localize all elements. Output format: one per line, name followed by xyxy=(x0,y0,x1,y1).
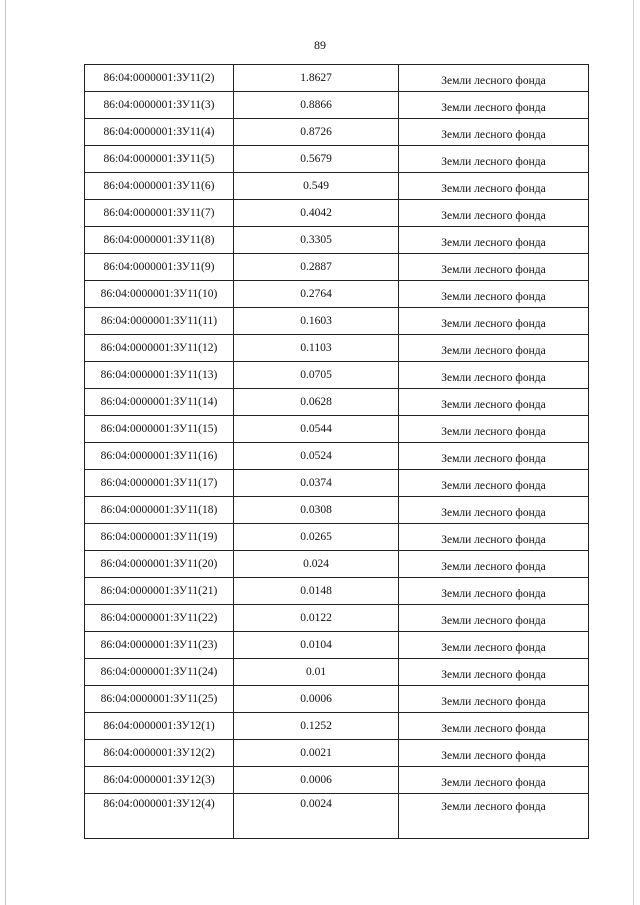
land-category-text: Земли лесного фонда xyxy=(441,588,546,600)
table-row xyxy=(85,254,589,281)
land-plots-table xyxy=(84,64,589,839)
land-category-cell xyxy=(399,146,589,173)
table-row xyxy=(85,389,589,416)
land-category-text: Земли лесного фонда xyxy=(441,210,546,222)
area-cell: 0.0024 xyxy=(234,794,399,839)
area-cell: 0.549 xyxy=(234,173,399,200)
cadastral-number-cell: 86:04:0000001:ЗУ11(12) xyxy=(85,335,234,362)
table-row xyxy=(85,686,589,713)
area-cell: 0.01 xyxy=(234,659,399,686)
table-row xyxy=(85,578,589,605)
cadastral-number-cell: 86:04:0000001:ЗУ12(1) xyxy=(85,713,234,740)
scan-edge-right xyxy=(633,0,634,905)
table-row xyxy=(85,443,589,470)
scan-edge-left xyxy=(5,0,6,905)
table-row xyxy=(85,173,589,200)
cadastral-number-cell: 86:04:0000001:ЗУ11(13) xyxy=(85,362,234,389)
page-number: 89 xyxy=(314,38,326,52)
cadastral-number-cell: 86:04:0000001:ЗУ11(18) xyxy=(85,497,234,524)
land-category-cell xyxy=(399,65,589,92)
land-category-cell xyxy=(399,659,589,686)
land-category-text: Земли лесного фонда xyxy=(441,615,546,627)
land-category-text: Земли лесного фонда xyxy=(441,696,546,708)
table-row xyxy=(85,227,589,254)
area-cell: 0.0374 xyxy=(234,470,399,497)
land-category-text: Земли лесного фонда xyxy=(441,723,546,735)
land-category-cell xyxy=(399,551,589,578)
area-cell: 0.0006 xyxy=(234,767,399,794)
cadastral-number-cell: 86:04:0000001:ЗУ11(15) xyxy=(85,416,234,443)
land-category-text: Земли лесного фонда xyxy=(441,75,546,87)
land-category-cell xyxy=(399,443,589,470)
area-cell: 0.1252 xyxy=(234,713,399,740)
area-cell: 0.0148 xyxy=(234,578,399,605)
cadastral-number-cell: 86:04:0000001:ЗУ11(2) xyxy=(85,65,234,92)
table-row xyxy=(85,281,589,308)
land-category-text: Земли лесного фонда xyxy=(441,453,546,465)
land-category-cell xyxy=(399,578,589,605)
land-plots-table-body xyxy=(85,65,589,839)
cadastral-number-cell: 86:04:0000001:ЗУ11(10) xyxy=(85,281,234,308)
land-category-cell xyxy=(399,416,589,443)
land-category-cell xyxy=(399,335,589,362)
cadastral-number-cell: 86:04:0000001:ЗУ11(24) xyxy=(85,659,234,686)
land-category-cell xyxy=(399,173,589,200)
land-category-cell xyxy=(399,254,589,281)
land-category-text: Земли лесного фонда xyxy=(441,345,546,357)
table-row xyxy=(85,632,589,659)
land-category-cell xyxy=(399,767,589,794)
table-row xyxy=(85,146,589,173)
land-category-text: Земли лесного фонда xyxy=(441,801,546,813)
land-category-text: Земли лесного фонда xyxy=(441,507,546,519)
area-cell: 0.0308 xyxy=(234,497,399,524)
area-cell: 0.4042 xyxy=(234,200,399,227)
cadastral-number-cell: 86:04:0000001:ЗУ11(16) xyxy=(85,443,234,470)
land-category-cell xyxy=(399,740,589,767)
cadastral-number-cell: 86:04:0000001:ЗУ11(11) xyxy=(85,308,234,335)
area-cell: 0.0021 xyxy=(234,740,399,767)
area-cell: 0.5679 xyxy=(234,146,399,173)
land-category-text: Земли лесного фонда xyxy=(441,318,546,330)
cadastral-number-cell: 86:04:0000001:ЗУ11(23) xyxy=(85,632,234,659)
table-row xyxy=(85,497,589,524)
table-row xyxy=(85,605,589,632)
cadastral-number-cell: 86:04:0000001:ЗУ11(25) xyxy=(85,686,234,713)
land-category-text: Земли лесного фонда xyxy=(441,561,546,573)
land-category-text: Земли лесного фонда xyxy=(441,399,546,411)
land-category-text: Земли лесного фонда xyxy=(441,264,546,276)
area-cell: 0.0265 xyxy=(234,524,399,551)
area-cell: 0.3305 xyxy=(234,227,399,254)
table-row xyxy=(85,65,589,92)
land-category-cell xyxy=(399,605,589,632)
cadastral-number-cell: 86:04:0000001:ЗУ11(8) xyxy=(85,227,234,254)
cadastral-number-cell: 86:04:0000001:ЗУ11(19) xyxy=(85,524,234,551)
land-category-text: Земли лесного фонда xyxy=(441,480,546,492)
area-cell: 0.8866 xyxy=(234,92,399,119)
land-category-cell xyxy=(399,524,589,551)
land-category-text: Земли лесного фонда xyxy=(441,372,546,384)
area-cell: 0.0104 xyxy=(234,632,399,659)
land-category-text: Земли лесного фонда xyxy=(441,642,546,654)
cadastral-number-cell: 86:04:0000001:ЗУ11(7) xyxy=(85,200,234,227)
land-category-cell xyxy=(399,470,589,497)
table-row xyxy=(85,794,589,839)
cadastral-number-cell: 86:04:0000001:ЗУ11(6) xyxy=(85,173,234,200)
area-cell: 0.0122 xyxy=(234,605,399,632)
land-category-cell xyxy=(399,389,589,416)
land-category-text: Земли лесного фонда xyxy=(441,669,546,681)
table-row xyxy=(85,92,589,119)
land-category-cell xyxy=(399,713,589,740)
cadastral-number-cell: 86:04:0000001:ЗУ12(4) xyxy=(85,794,234,839)
area-cell: 0.0006 xyxy=(234,686,399,713)
area-cell: 0.2887 xyxy=(234,254,399,281)
land-category-text: Земли лесного фонда xyxy=(441,777,546,789)
table-row xyxy=(85,524,589,551)
area-cell: 0.0544 xyxy=(234,416,399,443)
land-category-cell xyxy=(399,308,589,335)
land-category-text: Земли лесного фонда xyxy=(441,102,546,114)
land-category-text: Земли лесного фонда xyxy=(441,534,546,546)
land-category-cell xyxy=(399,200,589,227)
area-cell: 0.0705 xyxy=(234,362,399,389)
cadastral-number-cell: 86:04:0000001:ЗУ11(4) xyxy=(85,119,234,146)
table-row xyxy=(85,740,589,767)
table-row xyxy=(85,335,589,362)
table-row xyxy=(85,308,589,335)
land-category-text: Земли лесного фонда xyxy=(441,129,546,141)
table-row xyxy=(85,551,589,578)
land-category-text: Земли лесного фонда xyxy=(441,156,546,168)
area-cell: 0.1103 xyxy=(234,335,399,362)
land-category-text: Земли лесного фонда xyxy=(441,426,546,438)
land-category-cell xyxy=(399,686,589,713)
cadastral-number-cell: 86:04:0000001:ЗУ11(14) xyxy=(85,389,234,416)
cadastral-number-cell: 86:04:0000001:ЗУ11(22) xyxy=(85,605,234,632)
area-cell: 0.8726 xyxy=(234,119,399,146)
land-category-text: Земли лесного фонда xyxy=(441,291,546,303)
land-category-cell xyxy=(399,632,589,659)
land-category-text: Земли лесного фонда xyxy=(441,237,546,249)
land-category-cell xyxy=(399,92,589,119)
area-cell: 0.1603 xyxy=(234,308,399,335)
table-row xyxy=(85,200,589,227)
area-cell: 0.0524 xyxy=(234,443,399,470)
land-category-text: Земли лесного фонда xyxy=(441,750,546,762)
land-category-cell xyxy=(399,794,589,839)
area-cell: 0.024 xyxy=(234,551,399,578)
table-row xyxy=(85,470,589,497)
land-category-cell xyxy=(399,362,589,389)
land-category-cell xyxy=(399,497,589,524)
land-category-cell xyxy=(399,227,589,254)
cadastral-number-cell: 86:04:0000001:ЗУ11(3) xyxy=(85,92,234,119)
land-category-cell xyxy=(399,119,589,146)
area-cell: 1.8627 xyxy=(234,65,399,92)
cadastral-number-cell: 86:04:0000001:ЗУ11(20) xyxy=(85,551,234,578)
table-row xyxy=(85,713,589,740)
cadastral-number-cell: 86:04:0000001:ЗУ11(5) xyxy=(85,146,234,173)
table-row xyxy=(85,659,589,686)
table-row xyxy=(85,362,589,389)
table-row xyxy=(85,767,589,794)
cadastral-number-cell: 86:04:0000001:ЗУ11(17) xyxy=(85,470,234,497)
cadastral-number-cell: 86:04:0000001:ЗУ12(3) xyxy=(85,767,234,794)
land-category-text: Земли лесного фонда xyxy=(441,183,546,195)
table-row xyxy=(85,416,589,443)
area-cell: 0.0628 xyxy=(234,389,399,416)
area-cell: 0.2764 xyxy=(234,281,399,308)
cadastral-number-cell: 86:04:0000001:ЗУ11(21) xyxy=(85,578,234,605)
cadastral-number-cell: 86:04:0000001:ЗУ11(9) xyxy=(85,254,234,281)
table-row xyxy=(85,119,589,146)
land-category-cell xyxy=(399,281,589,308)
cadastral-number-cell: 86:04:0000001:ЗУ12(2) xyxy=(85,740,234,767)
